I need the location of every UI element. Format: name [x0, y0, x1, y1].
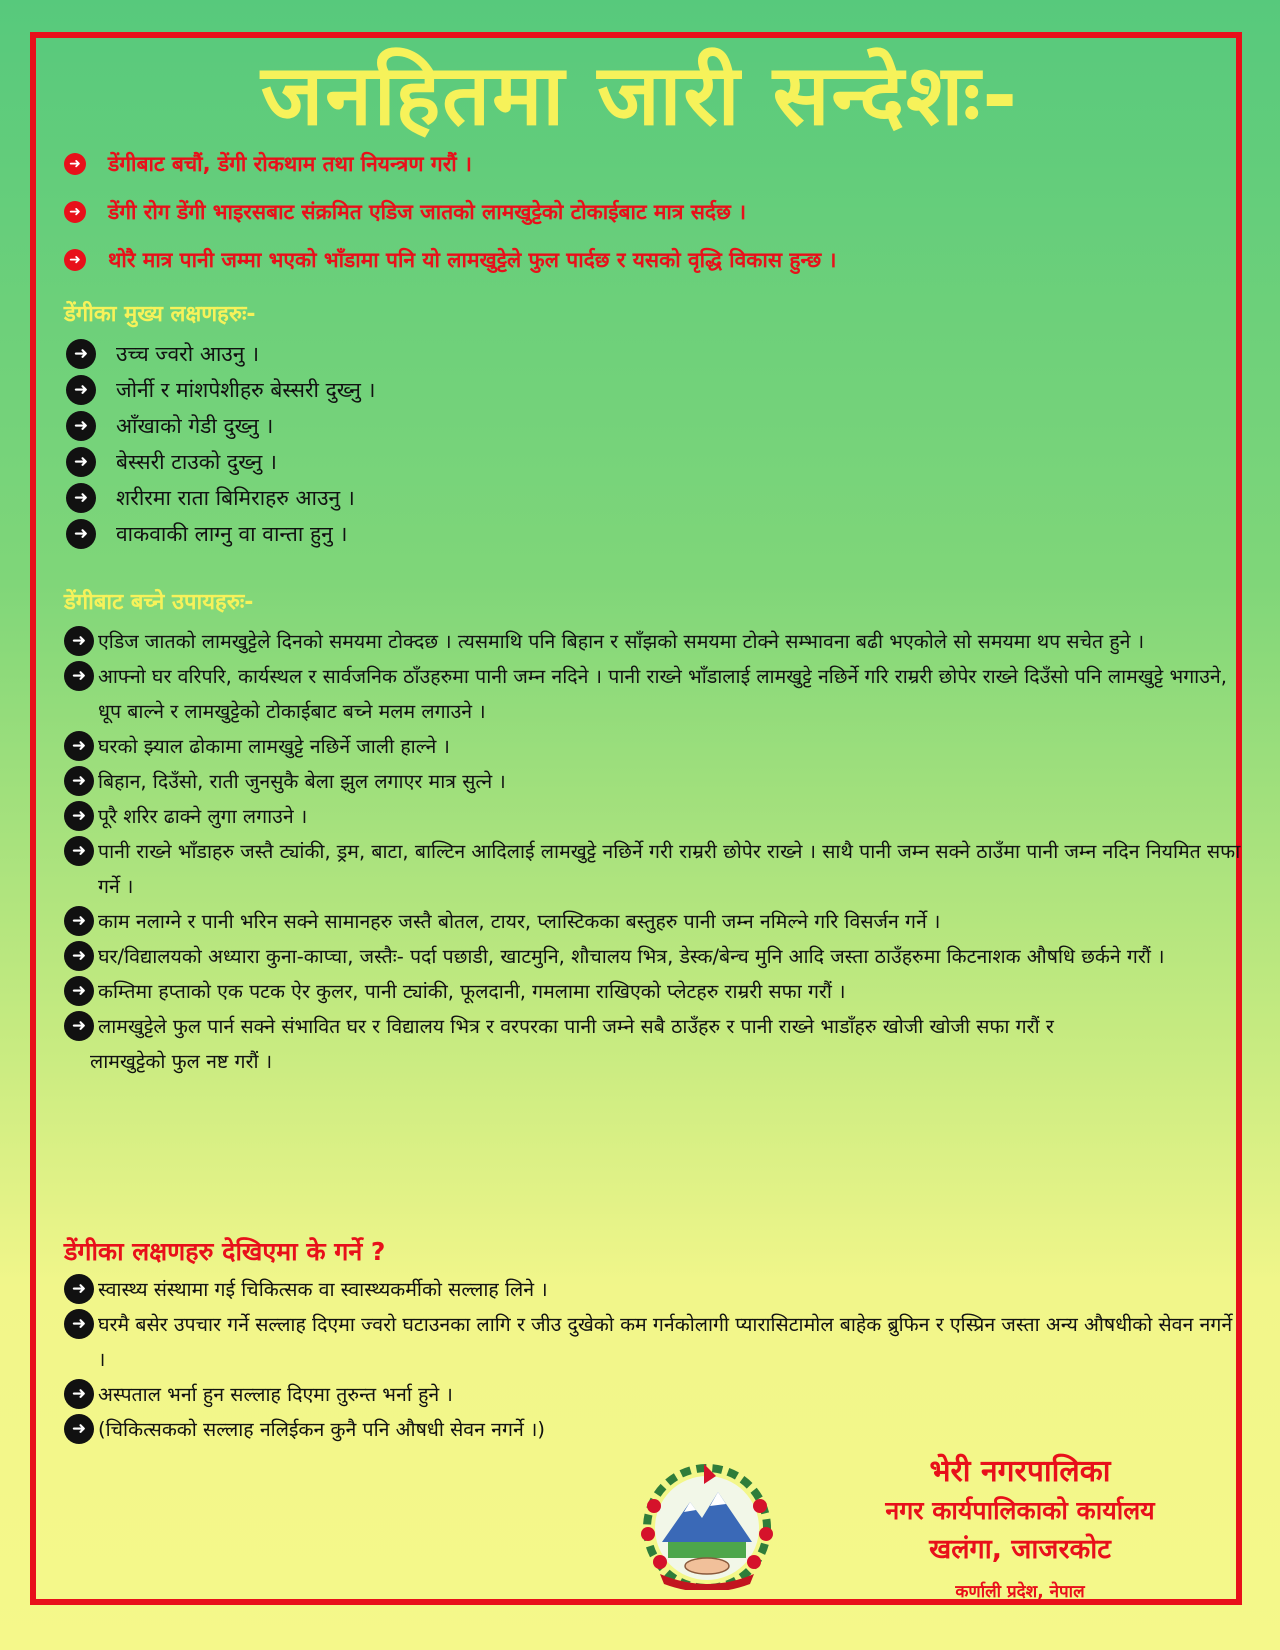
- prevention-text: लामखुट्टेले फुल पार्न सक्ने संभावित घर र विद्यालय भित्र र वरपरका पानी जम्ने सबै ठाउँहरु र पानी राख्ने भाडाँहरु खोजी खोजी सफा गरौं र: [98, 1015, 1054, 1038]
- list-item: [66, 516, 666, 552]
- office-block: [780, 1452, 1260, 1610]
- list-item: [64, 1412, 1244, 1447]
- list-item: [64, 904, 1244, 939]
- list-item: [64, 1307, 1244, 1377]
- symptoms-heading: डेंगीका मुख्य लक्षणहरुः-: [64, 302, 256, 327]
- arrow-right-icon: ➜: [64, 1379, 94, 1409]
- list-item: [66, 408, 666, 444]
- arrow-right-icon: ➜: [64, 626, 94, 656]
- list-item: [64, 1377, 1244, 1412]
- government-emblem-icon: [632, 1462, 782, 1590]
- list-item-continuation: [64, 1044, 1244, 1079]
- arrow-right-icon: ➜: [66, 375, 96, 405]
- list-item: [66, 480, 666, 516]
- list-item: [64, 659, 1244, 729]
- prevention-text: काम नलाग्ने र पानी भरिन सक्ने सामानहरु जस्तै बोतल, टायर, प्लास्टिकका बस्तुहरु पानी जम्न नमिल्ने गरि विसर्जन गर्ने ।: [98, 910, 941, 933]
- arrow-right-icon: ➜: [66, 447, 96, 477]
- arrow-right-icon: ➜: [64, 731, 94, 761]
- symptom-text: शरीरमा राता बिमिराहरु आउनु ।: [116, 486, 355, 510]
- municipality-name: भेरी नगरपालिका: [929, 1454, 1111, 1489]
- arrow-right-icon: ➜: [64, 1274, 94, 1304]
- arrow-right-icon: ➜: [64, 766, 94, 796]
- list-item: [64, 834, 1244, 904]
- list-item: [64, 939, 1244, 974]
- arrow-right-icon: ➜: [64, 906, 94, 936]
- list-item: [66, 336, 666, 372]
- arrow-right-icon: ➜: [64, 661, 94, 691]
- poster-title: जनहितमा जारी सन्देशः-: [260, 46, 1020, 144]
- prevention-text: घर/विद्यालयको अध्यारा कुना-काप्चा, जस्तैः- पर्दा पछाडी, खाटमुनि, शौचालय भित्र, डेस्क/बेन्च मुनि आदि जस्ता ठाउँहरुमा किटनाशक औषधि छर्कने गरौं ।: [98, 945, 1165, 968]
- arrow-right-icon: ➜: [64, 1011, 94, 1041]
- arrow-right-icon: ➜: [64, 201, 86, 223]
- prevention-text: बिहान, दिउँसो, राती जुनसुकै बेला झुल लगाएर मात्र सुत्ने ।: [98, 770, 506, 793]
- prevention-text: पानी राख्ने भाँडाहरु जस्तै ट्यांकी, ड्रम, बाटा, बाल्टिन आदिलाई लामखुट्टे नछिर्ने गरी राम्ररी छोपेर राख्ने । साथै पानी जम्न सक्ने ठाउँमा पानी जम्न नदिन नियमित सफा गर्ने ।: [98, 840, 1241, 898]
- arrow-right-icon: ➜: [64, 801, 94, 831]
- intro-text: थोरै मात्र पानी जम्मा भएको भाँडामा पनि यो लामखुट्टेले फुल पार्दछ र यसको वृद्धि विकास हुन्छ ।: [108, 248, 837, 272]
- prevention-list: [64, 624, 1244, 1079]
- arrow-right-icon: ➜: [64, 153, 86, 175]
- arrow-right-icon: ➜: [66, 411, 96, 441]
- list-item: [64, 1009, 1244, 1044]
- prevention-text: कम्तिमा हप्ताको एक पटक ऐर कुलर, पानी ट्यांकी, फूलदानी, गमलामा राखिएको प्लेटहरु राम्ररी सफा गरौं ।: [98, 980, 846, 1003]
- treatment-text: (चिकित्सकको सल्लाह नलिईकन कुनै पनि औषधी सेवन नगर्ने ।): [98, 1418, 545, 1441]
- treatment-list: [64, 1272, 1244, 1447]
- treatment-text: अस्पताल भर्ना हुन सल्लाह दिएमा तुरुन्त भर्ना हुने ।: [98, 1383, 453, 1406]
- symptom-text: वाकवाकी लाग्नु वा वान्ता हुनु ।: [116, 522, 348, 546]
- arrow-right-icon: ➜: [64, 249, 86, 271]
- intro-list: [64, 140, 1224, 284]
- symptom-text: आँखाको गेडी दुख्नु ।: [116, 414, 274, 438]
- intro-item: [64, 188, 1224, 236]
- arrow-right-icon: ➜: [66, 483, 96, 513]
- intro-text: डेंगी रोग डेंगी भाइरसबाट संक्रमित एडिज जातको लामखुट्टेको टोकाईबाट मात्र सर्दछ ।: [108, 200, 747, 224]
- list-item: [64, 764, 1244, 799]
- prevention-text: पूरै शरिर ढाक्ने लुगा लगाउने ।: [98, 805, 308, 828]
- prevention-text: आफ्नो घर वरिपरि, कार्यस्थल र सार्वजनिक ठाँउहरुमा पानी जम्न नदिने । पानी राख्ने भाँडालाई लामखुट्टे नछिर्ने गरि राम्ररी छोपेर राख्ने दिउँसो पनि लामखुट्टे भगाउने, धूप बाल्ने र लामखुट्टेको टोकाईबाट बच्ने मलम लगाउने ।: [98, 665, 1227, 723]
- symptom-text: जोर्नी र मांशपेशीहरु बेस्सरी दुख्नु ।: [116, 378, 376, 402]
- intro-item: [64, 236, 1224, 284]
- office-location: खलंगा, जाजरकोट: [929, 1534, 1111, 1565]
- treatment-text: स्वास्थ्य संस्थामा गई चिकित्सक वा स्वास्थ्यकर्मीको सल्लाह लिने ।: [98, 1278, 548, 1301]
- prevention-text: घरको झ्याल ढोकामा लामखुट्टे नछिर्ने जाली हाल्ने ।: [98, 735, 450, 758]
- list-item: [66, 444, 666, 480]
- arrow-right-icon: ➜: [64, 1414, 94, 1444]
- treatment-text: घरमै बसेर उपचार गर्ने सल्लाह दिएमा ज्वरो घटाउनका लागि र जीउ दुखेको कम गर्नकोलागी प्यारासिटामोल बाहेक ब्रुफिन र एस्प्रिन जस्ता अन्य औषधीको सेवन नगर्ने ।: [98, 1313, 1233, 1371]
- prevention-text: एडिज जातको लामखुट्टेले दिनको समयमा टोक्दछ । त्यसमाथि पनि बिहान र साँझको समयमा टोक्ने सम्भावना बढी भएकोले सो समयमा थप सचेत हुने ।: [98, 630, 1145, 653]
- treatment-heading: डेंगीका लक्षणहरु देखिएमा के गर्ने ?: [64, 1237, 386, 1266]
- list-item: [64, 624, 1244, 659]
- arrow-right-icon: ➜: [64, 941, 94, 971]
- prevention-heading: डेंगीबाट बच्ने उपायहरुः-: [64, 590, 254, 615]
- prevention-text: लामखुट्टेको फुल नष्ट गरौं ।: [90, 1050, 273, 1073]
- symptom-text: उच्च ज्वरो आउनु ।: [116, 342, 260, 366]
- intro-item: [64, 140, 1224, 188]
- arrow-right-icon: ➜: [66, 519, 96, 549]
- list-item: [64, 974, 1244, 1009]
- arrow-right-icon: ➜: [64, 1309, 94, 1339]
- list-item: [64, 799, 1244, 834]
- arrow-right-icon: ➜: [66, 339, 96, 369]
- office-name: नगर कार्यपालिकाको कार्यालय: [885, 1496, 1155, 1525]
- symptom-text: बेस्सरी टाउको दुख्नु ।: [116, 450, 277, 474]
- arrow-right-icon: ➜: [64, 836, 94, 866]
- list-item: [64, 1272, 1244, 1307]
- intro-text: डेंगीबाट बचौं, डेंगी रोकथाम तथा नियन्त्रण गरौं ।: [108, 152, 473, 176]
- list-item: [66, 372, 666, 408]
- arrow-right-icon: ➜: [64, 976, 94, 1006]
- symptoms-list: [66, 336, 666, 552]
- province: कर्णाली प्रदेश, नेपाल: [955, 1582, 1085, 1602]
- list-item: [64, 729, 1244, 764]
